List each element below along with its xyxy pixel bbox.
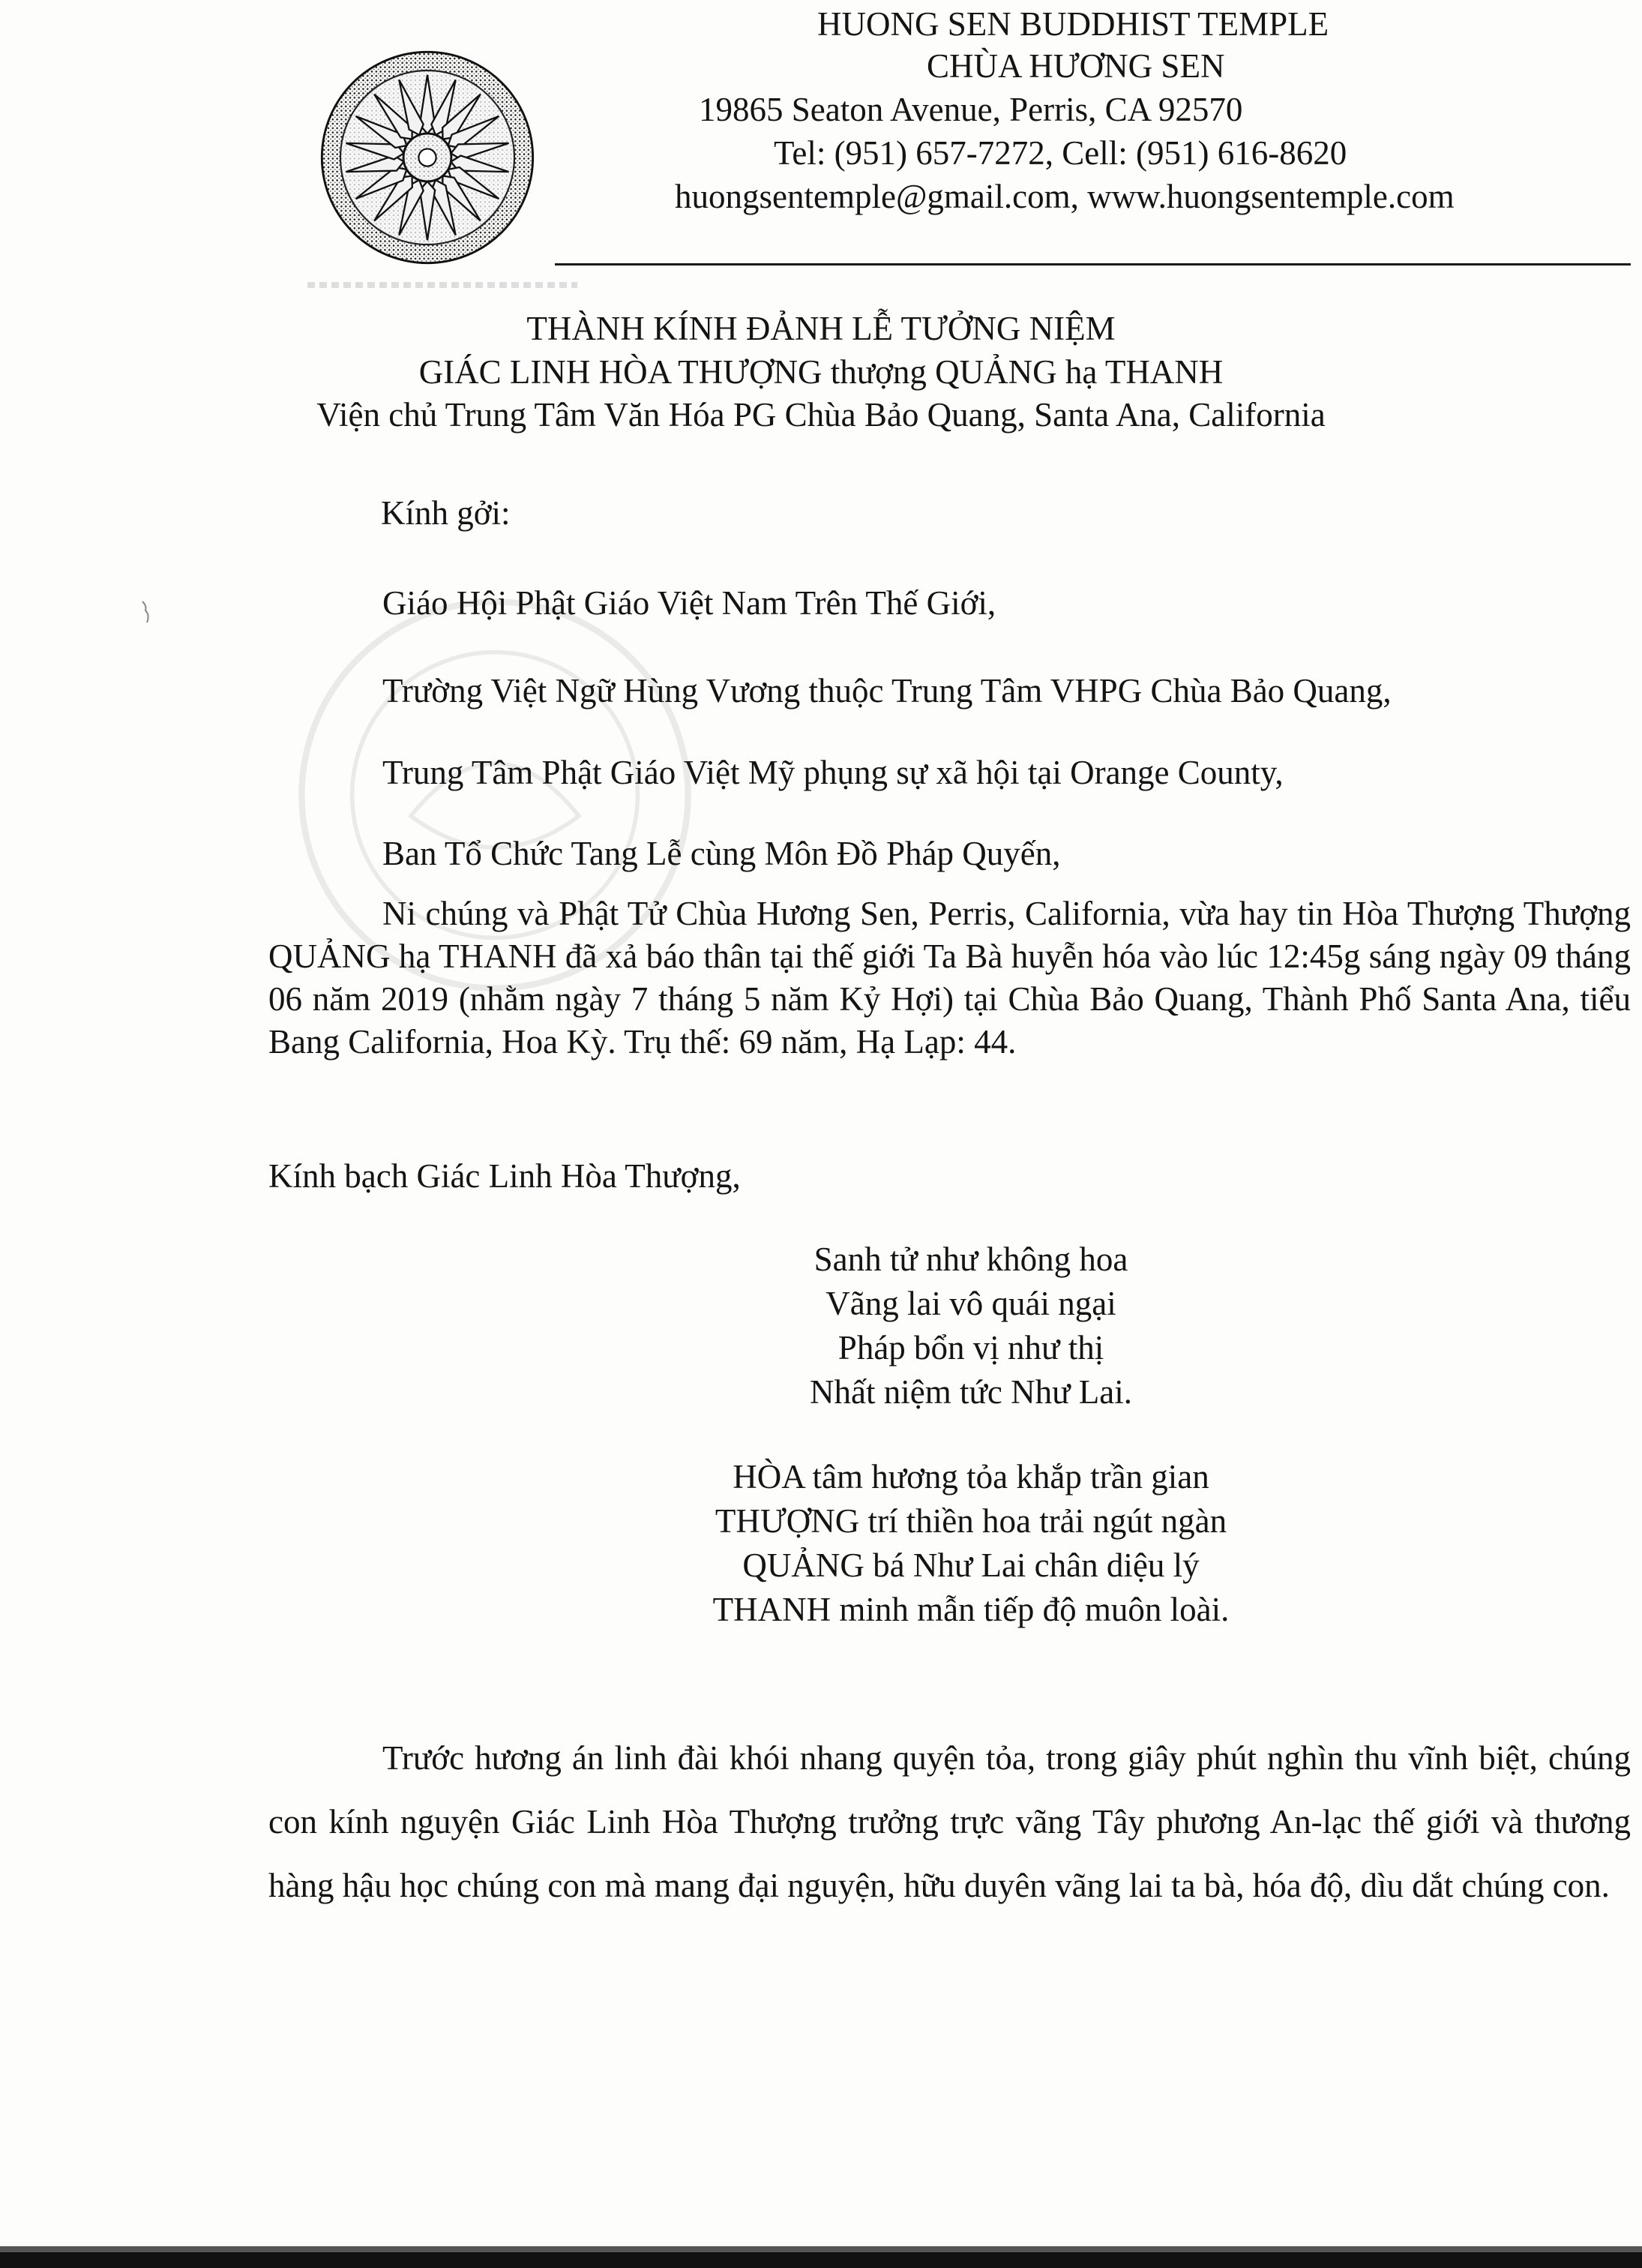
closing-text: Trước hương án linh đài khói nhang quyện tỏa, trong giây phút nghìn thu vĩnh biệt, chúng con kính nguyện Giác Linh Hòa Thượng trưởng trực vãng Tây phương An-lạc thế giới và thương hàng hậu học chúng con mà mang đại nguyện, hữu duyên vãng lai ta bà, hóa độ, dìu dắt chúng con. <box>268 1739 1631 1904</box>
recipient-4: Ban Tổ Chức Tang Lễ cùng Môn Đồ Pháp Quyến, <box>382 835 1061 872</box>
verse-1 <box>585 1238 1357 1414</box>
verse-1-line: Pháp bổn vị như thị <box>837 1329 1104 1366</box>
salutation: Kính gởi: <box>381 494 511 532</box>
title-line-2: GIÁC LINH HÒA THƯỢNG thượng QUẢNG hạ THANH <box>418 353 1224 391</box>
recipient-3: Trung Tâm Phật Giáo Việt Mỹ phụng sự xã hội tại Orange County, <box>382 754 1284 791</box>
ink-speck-icon <box>139 600 153 627</box>
title-line-1: THÀNH KÍNH ĐẢNH LỄ TƯỞNG NIỆM <box>526 310 1116 347</box>
announcement-paragraph <box>268 892 1631 1064</box>
header-divider <box>555 263 1631 266</box>
temple-address: 19865 Seaton Avenue, Perris, CA 92570 <box>699 91 1243 128</box>
title-line-3: Viện chủ Trung Tâm Văn Hóa PG Chùa Bảo Quang, Santa Ana, California <box>316 396 1326 434</box>
temple-name-en: HUONG SEN BUDDHIST TEMPLE <box>817 5 1329 43</box>
verse-2-line: QUẢNG bá Như Lai chân diệu lý <box>742 1546 1200 1584</box>
verse-1-line: Sanh tử như không hoa <box>814 1240 1128 1278</box>
temple-contact: huongsentemple@gmail.com, www.huongsentemple.com <box>675 178 1455 215</box>
temple-phones: Tel: (951) 657-7272, Cell: (951) 616-8620 <box>774 134 1347 172</box>
verse-2-line: THANH minh mẫn tiếp độ muôn loài. <box>712 1591 1230 1628</box>
scan-edge-shadow <box>0 2246 1642 2252</box>
scan-edge <box>0 2252 1642 2268</box>
dharma-wheel-icon <box>319 49 536 266</box>
recipient-2: Trường Việt Ngữ Hùng Vương thuộc Trung Tâm VHPG Chùa Bảo Quang, <box>382 672 1392 710</box>
temple-name-vi: CHÙA HƯƠNG SEN <box>927 47 1225 85</box>
scan-artifact <box>307 282 577 288</box>
announcement-text: Ni chúng và Phật Tử Chùa Hương Sen, Perris, California, vừa hay tin Hòa Thượng Thượng QUẢNG hạ THANH đã xả báo thân tại thế giới Ta Bà huyễn hóa vào lúc 12:45g sáng ngày 09 tháng 06 năm 2019 (nhằm ngày 7 tháng 5 năm Kỷ Hợi) tại Chùa Bảo Quang, Thành Phố Santa Ana, tiểu Bang California, Hoa Kỳ. Trụ thế: 69 năm, Hạ Lạp: 44. <box>268 895 1631 1060</box>
recipient-1: Giáo Hội Phật Giáo Việt Nam Trên Thế Giới, <box>382 584 996 622</box>
verse-1-line: Nhất niệm tức Như Lai. <box>810 1373 1132 1411</box>
verse-1-line: Vãng lai vô quái ngại <box>825 1285 1116 1322</box>
closing-paragraph <box>268 1726 1631 1918</box>
verse-2-line: HÒA tâm hương tỏa khắp trần gian <box>733 1458 1209 1496</box>
address-to: Kính bạch Giác Linh Hòa Thượng, <box>268 1157 741 1195</box>
verse-2-line: THƯỢNG trí thiền hoa trải ngút ngàn <box>715 1502 1227 1540</box>
verse-2 <box>585 1455 1357 1632</box>
